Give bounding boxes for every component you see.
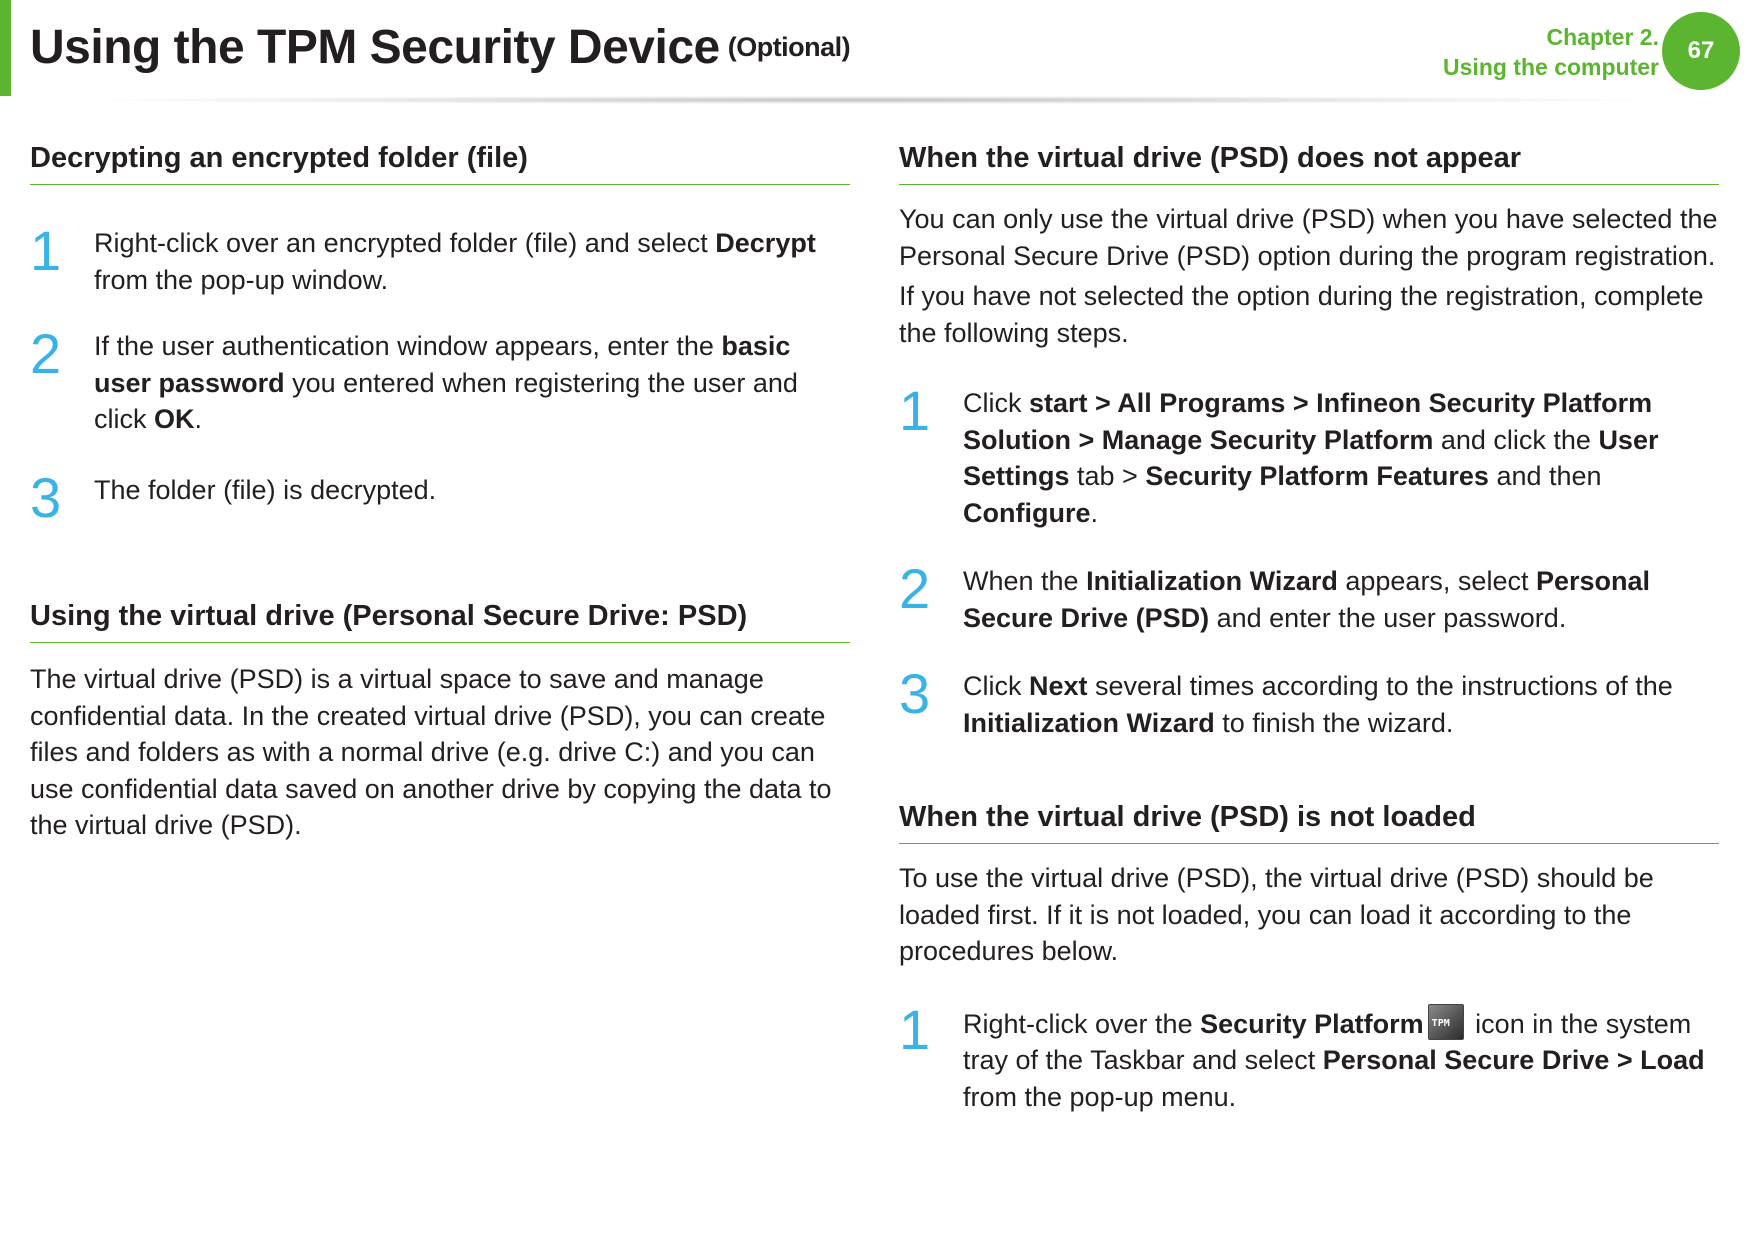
page-number-badge: 67 <box>1662 12 1740 90</box>
section-title-not-loaded: When the virtual drive (PSD) is not loaded <box>899 799 1719 844</box>
psd-load-label: Personal Secure Drive > Load <box>1322 1045 1705 1075</box>
next-label: Next <box>1029 671 1088 701</box>
configure-label: Configure <box>963 497 1091 528</box>
not-appear-para-1: You can only use the virtual drive (PSD) when you have selected the Personal Secure Drive (PSD) option during the program registration. <box>899 204 1718 271</box>
step-number: 2 <box>30 322 62 385</box>
step-text: from the pop-up menu. <box>963 1081 1237 1112</box>
step-text: and click the <box>1433 424 1599 455</box>
step-text: and enter the user password. <box>1209 602 1567 633</box>
step-text: and then <box>1488 461 1602 491</box>
step-number: 1 <box>899 997 931 1061</box>
step-text: tab > <box>1069 461 1146 491</box>
step-text: from the pop-up window. <box>94 264 389 295</box>
step-text: When the <box>963 566 1087 596</box>
step-text: icon in the system tray of the Taskbar and select <box>963 1008 1692 1075</box>
virtual-drive-description: The virtual drive (PSD) is a virtual space to save and manage confidential data. In the created virtual drive (PSD), you can create files and folders as with a normal drive (e.g. drive C:) and you can use confidential data saved on another drive by copying the data to the virtual drive (PSD). <box>30 664 832 840</box>
chapter-number: Chapter 2. <box>1546 24 1659 50</box>
left-column <box>30 140 850 844</box>
not-appear-step-2 <box>899 557 1719 636</box>
step-text: to finish the wizard. <box>1214 707 1454 738</box>
step-number: 1 <box>30 219 62 282</box>
not-appear-step-1 <box>899 379 1719 531</box>
initialization-wizard-label: Initialization Wizard <box>1086 566 1338 596</box>
not-loaded-step-1 <box>899 997 1719 1116</box>
initialization-wizard-label: Initialization Wizard <box>963 707 1215 738</box>
step-number: 3 <box>899 662 931 725</box>
tpm-icon-text: TPM <box>1431 1017 1450 1029</box>
accent-bar <box>0 0 11 96</box>
menu-path-label: start > All Programs > Infineon Security Platform Solution > Manage Security Platform <box>963 388 1653 455</box>
right-column <box>899 140 1719 1115</box>
step-text: If the user authentication window appears, enter the <box>94 331 722 361</box>
section-title-decrypt: Decrypting an encrypted folder (file) <box>30 140 850 185</box>
ok-label: OK <box>154 404 195 434</box>
step-text: Click <box>963 671 1029 701</box>
step-number: 1 <box>899 379 931 442</box>
step-text: several times according to the instructions of the <box>1087 671 1673 701</box>
chapter-title: Using the computer <box>1443 54 1659 80</box>
decrypt-step-3 <box>30 465 850 529</box>
step-text: Right-click over the <box>963 1008 1201 1039</box>
step-text: Right-click over an encrypted folder (file) and select <box>94 228 716 258</box>
page-title-text: Using the TPM Security Device <box>30 21 720 74</box>
not-loaded-para: To use the virtual drive (PSD), the virtual drive (PSD) should be loaded first. If it is not loaded, you can load it according to the procedures below. <box>899 863 1654 966</box>
basic-user-password-label: basic user password <box>94 331 791 398</box>
user-settings-label: User Settings <box>963 424 1659 491</box>
security-platform-label: Security Platform <box>1200 1008 1424 1039</box>
section-title-virtual-drive: Using the virtual drive (Personal Secure Drive: PSD) <box>30 598 850 643</box>
step-text: Click <box>963 388 1029 418</box>
tpm-tray-icon <box>1428 1004 1464 1040</box>
decrypt-label: Decrypt <box>715 228 816 258</box>
step-text: . <box>1090 497 1099 528</box>
decrypt-step-1 <box>30 219 850 298</box>
page-title <box>30 20 850 75</box>
not-appear-step-3 <box>899 662 1719 741</box>
step-text: . <box>194 404 203 434</box>
step-text: appears, select <box>1337 566 1536 596</box>
security-platform-features-label: Security Platform Features <box>1145 461 1489 491</box>
step-text: The folder (file) is decrypted. <box>94 474 437 505</box>
page-title-optional: (Optional) <box>727 32 851 62</box>
step-text: you entered when registering the user and click <box>94 367 798 434</box>
step-number: 2 <box>899 557 931 620</box>
chapter-label <box>1443 22 1659 82</box>
personal-secure-drive-label: Personal Secure Drive (PSD) <box>963 566 1651 633</box>
decrypt-step-2 <box>30 322 850 438</box>
section-title-not-appear: When the virtual drive (PSD) does not appear <box>899 140 1719 185</box>
not-appear-para-2: If you have not selected the option during the registration, complete the following steps. <box>899 281 1704 348</box>
step-number: 3 <box>30 465 62 529</box>
header-divider <box>110 96 1630 104</box>
